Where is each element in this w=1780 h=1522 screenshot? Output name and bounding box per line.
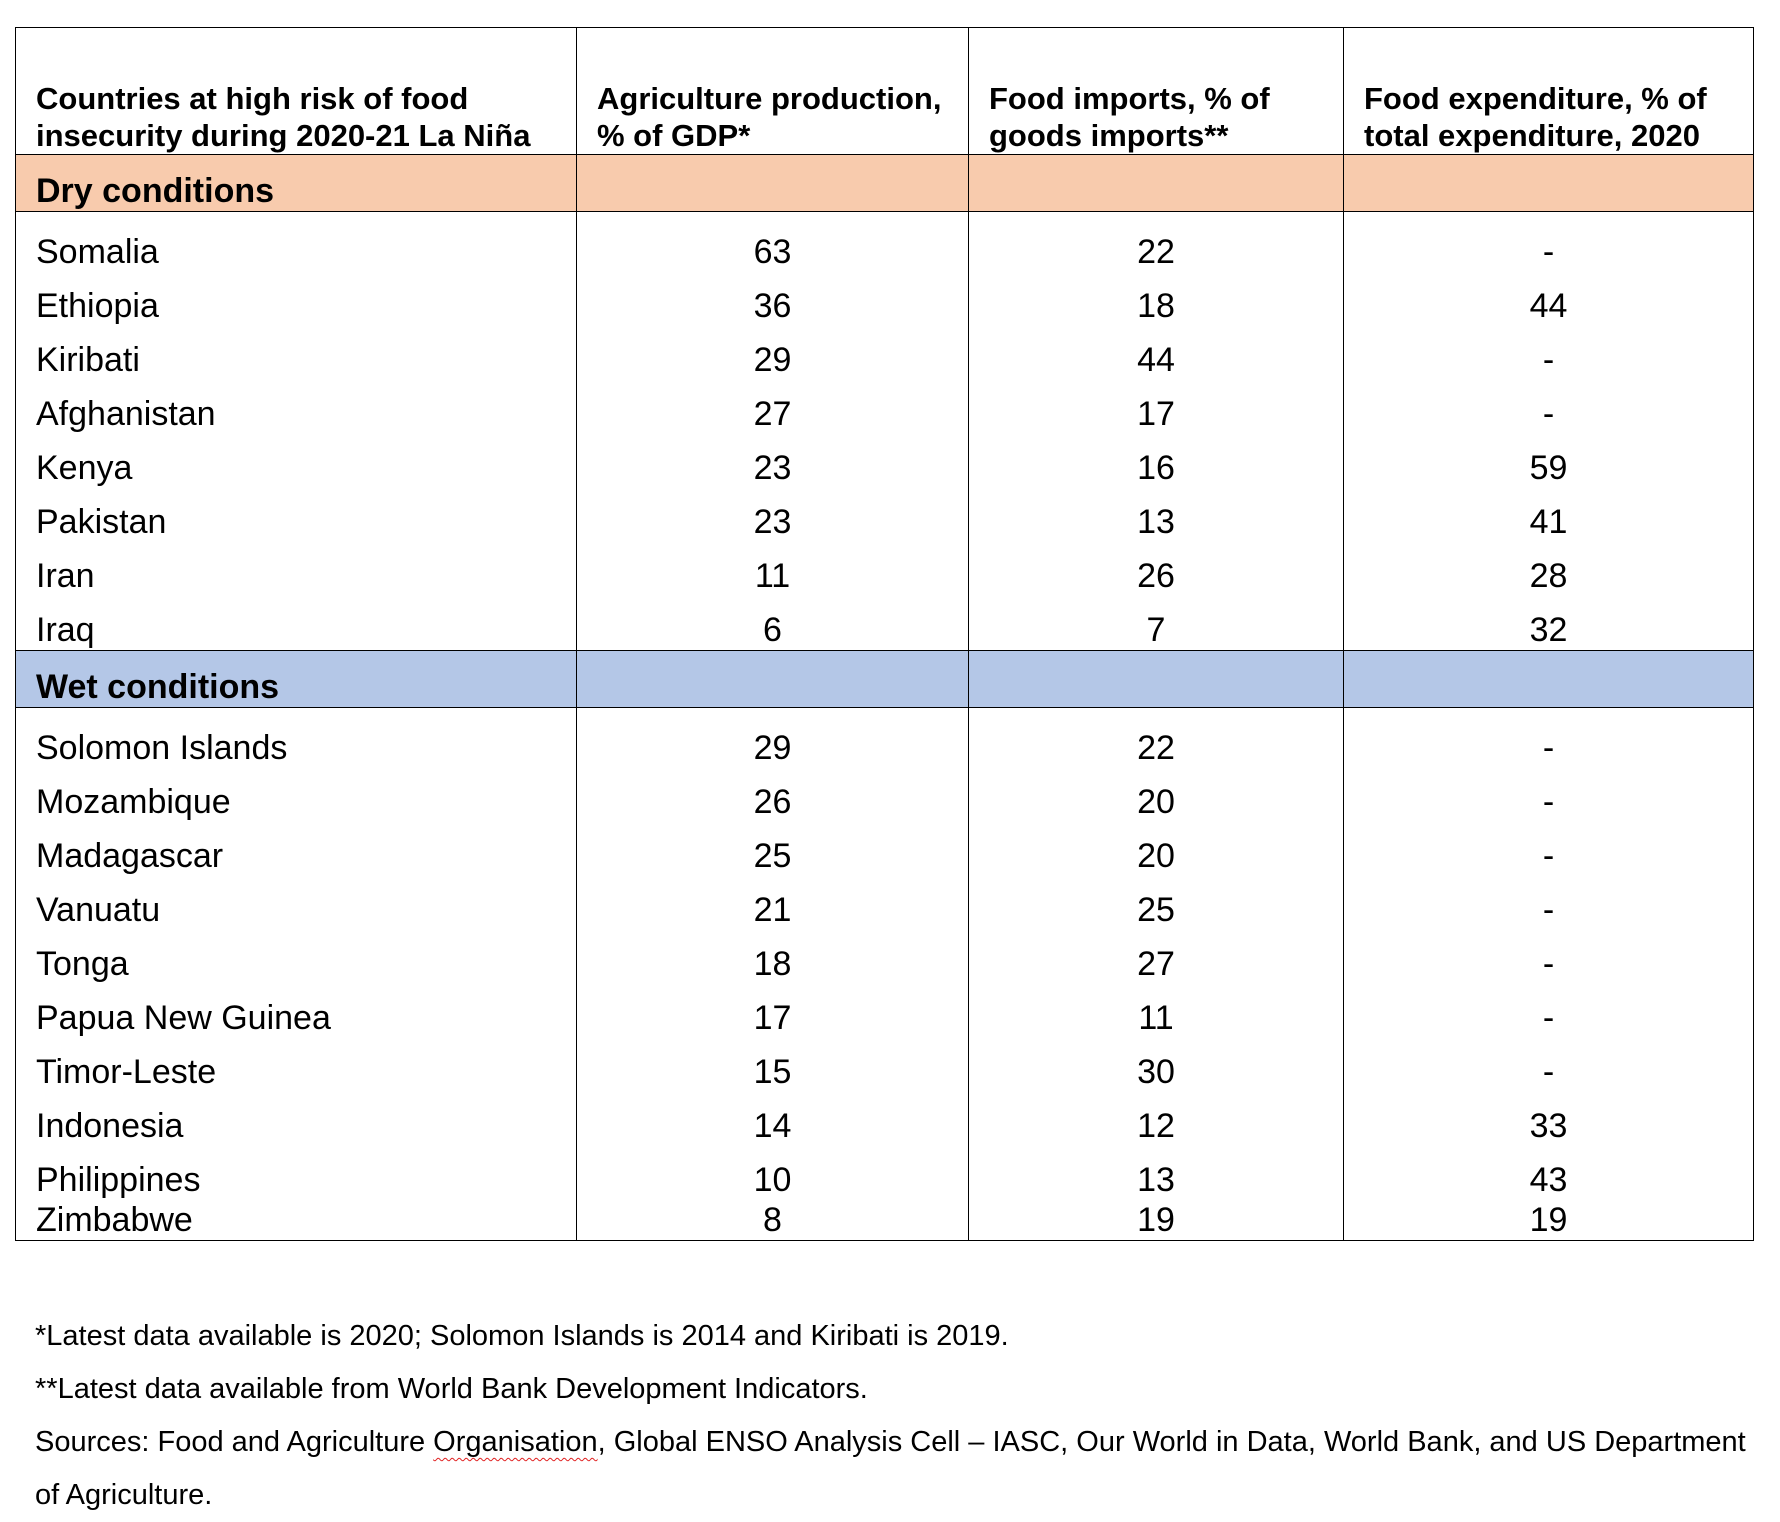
sources-note [35,1416,1775,1522]
cell-food-expenditure: - [1344,822,1754,876]
cell-country: Mozambique [16,768,577,822]
cell-country: Kenya [16,434,577,488]
table-row [16,1146,1754,1200]
header-agriculture: Agriculture production, % of GDP* [577,28,969,155]
cell-agriculture: 18 [577,930,969,984]
cell-food-imports: 17 [969,380,1344,434]
cell-country: Madagascar [16,822,577,876]
cell-country: Iraq [16,596,577,651]
cell-food-expenditure: 41 [1344,488,1754,542]
cell-food-imports: 12 [969,1092,1344,1146]
sources-text-start: Sources: Food and Agriculture [35,1426,434,1458]
footnotes [35,1310,1775,1522]
table-row [16,1200,1754,1241]
cell-food-imports: 13 [969,1146,1344,1200]
cell-food-imports: 13 [969,488,1344,542]
cell-food-imports: 22 [969,212,1344,273]
cell-food-imports: 11 [969,984,1344,1038]
section-label-dry: Dry conditions [16,155,577,212]
cell-food-expenditure: - [1344,984,1754,1038]
header-food-expenditure: Food expenditure, % of total expenditure, 2020 [1344,28,1754,155]
cell-food-expenditure: 33 [1344,1092,1754,1146]
table-row [16,326,1754,380]
cell-food-imports: 19 [969,1200,1344,1241]
cell-agriculture: 23 [577,434,969,488]
spellcheck-word: Organisation [433,1426,598,1458]
cell-food-imports: 26 [969,542,1344,596]
cell-country: Vanuatu [16,876,577,930]
cell-agriculture: 29 [577,326,969,380]
cell-food-expenditure: - [1344,212,1754,273]
section-cell-empty [1344,155,1754,212]
cell-food-imports: 20 [969,768,1344,822]
cell-country: Ethiopia [16,272,577,326]
cell-food-expenditure: - [1344,708,1754,769]
cell-food-expenditure: - [1344,1038,1754,1092]
cell-agriculture: 29 [577,708,969,769]
table-row [16,1038,1754,1092]
cell-food-expenditure: - [1344,380,1754,434]
table-row [16,822,1754,876]
cell-country: Solomon Islands [16,708,577,769]
cell-agriculture: 21 [577,876,969,930]
table-row [16,708,1754,769]
cell-agriculture: 27 [577,380,969,434]
cell-agriculture: 15 [577,1038,969,1092]
section-row-wet [16,651,1754,708]
cell-agriculture: 17 [577,984,969,1038]
section-cell-empty [1344,651,1754,708]
section-label-wet: Wet conditions [16,651,577,708]
section-cell-empty [969,651,1344,708]
table-row [16,768,1754,822]
cell-food-expenditure: 19 [1344,1200,1754,1241]
cell-food-imports: 7 [969,596,1344,651]
table-row [16,930,1754,984]
cell-country: Afghanistan [16,380,577,434]
cell-country: Papua New Guinea [16,984,577,1038]
cell-food-expenditure: 44 [1344,272,1754,326]
table-row [16,596,1754,651]
food-insecurity-table [15,27,1754,1241]
cell-country: Indonesia [16,1092,577,1146]
cell-food-imports: 22 [969,708,1344,769]
cell-agriculture: 11 [577,542,969,596]
table-row [16,488,1754,542]
cell-food-imports: 16 [969,434,1344,488]
cell-agriculture: 63 [577,212,969,273]
section-row-dry [16,155,1754,212]
cell-food-imports: 20 [969,822,1344,876]
cell-agriculture: 14 [577,1092,969,1146]
sources-text-end: , Global ENSO Analysis Cell – IASC, Our World in Data, World Bank, and US Department of Agriculture. [35,1426,1746,1511]
table-row [16,380,1754,434]
table-row [16,542,1754,596]
cell-country: Pakistan [16,488,577,542]
table-row [16,984,1754,1038]
cell-country: Tonga [16,930,577,984]
cell-country: Zimbabwe [16,1200,577,1241]
cell-agriculture: 25 [577,822,969,876]
header-countries: Countries at high risk of food insecurity during 2020-21 La Niña [16,28,577,155]
cell-food-expenditure: 28 [1344,542,1754,596]
cell-country: Timor-Leste [16,1038,577,1092]
cell-country: Kiribati [16,326,577,380]
cell-food-imports: 30 [969,1038,1344,1092]
cell-food-imports: 18 [969,272,1344,326]
cell-country: Iran [16,542,577,596]
cell-agriculture: 26 [577,768,969,822]
cell-food-imports: 25 [969,876,1344,930]
cell-food-expenditure: - [1344,768,1754,822]
cell-food-imports: 27 [969,930,1344,984]
cell-country: Philippines [16,1146,577,1200]
cell-agriculture: 36 [577,272,969,326]
header-food-imports: Food imports, % of goods imports** [969,28,1344,155]
cell-food-expenditure: - [1344,326,1754,380]
cell-food-imports: 44 [969,326,1344,380]
cell-food-expenditure: 43 [1344,1146,1754,1200]
cell-agriculture: 10 [577,1146,969,1200]
cell-food-expenditure: 59 [1344,434,1754,488]
footnote-1: *Latest data available is 2020; Solomon Islands is 2014 and Kiribati is 2019. [35,1320,1009,1352]
section-cell-empty [577,155,969,212]
cell-agriculture: 23 [577,488,969,542]
table-row [16,1092,1754,1146]
section-cell-empty [577,651,969,708]
footnote-2: **Latest data available from World Bank Development Indicators. [35,1373,868,1405]
cell-agriculture: 6 [577,596,969,651]
table-row [16,434,1754,488]
section-cell-empty [969,155,1344,212]
table-body [16,155,1754,1241]
table-row [16,876,1754,930]
cell-food-expenditure: 32 [1344,596,1754,651]
cell-country: Somalia [16,212,577,273]
cell-food-expenditure: - [1344,930,1754,984]
cell-agriculture: 8 [577,1200,969,1241]
table-row [16,272,1754,326]
table-header-row [16,28,1754,155]
table-row [16,212,1754,273]
cell-food-expenditure: - [1344,876,1754,930]
